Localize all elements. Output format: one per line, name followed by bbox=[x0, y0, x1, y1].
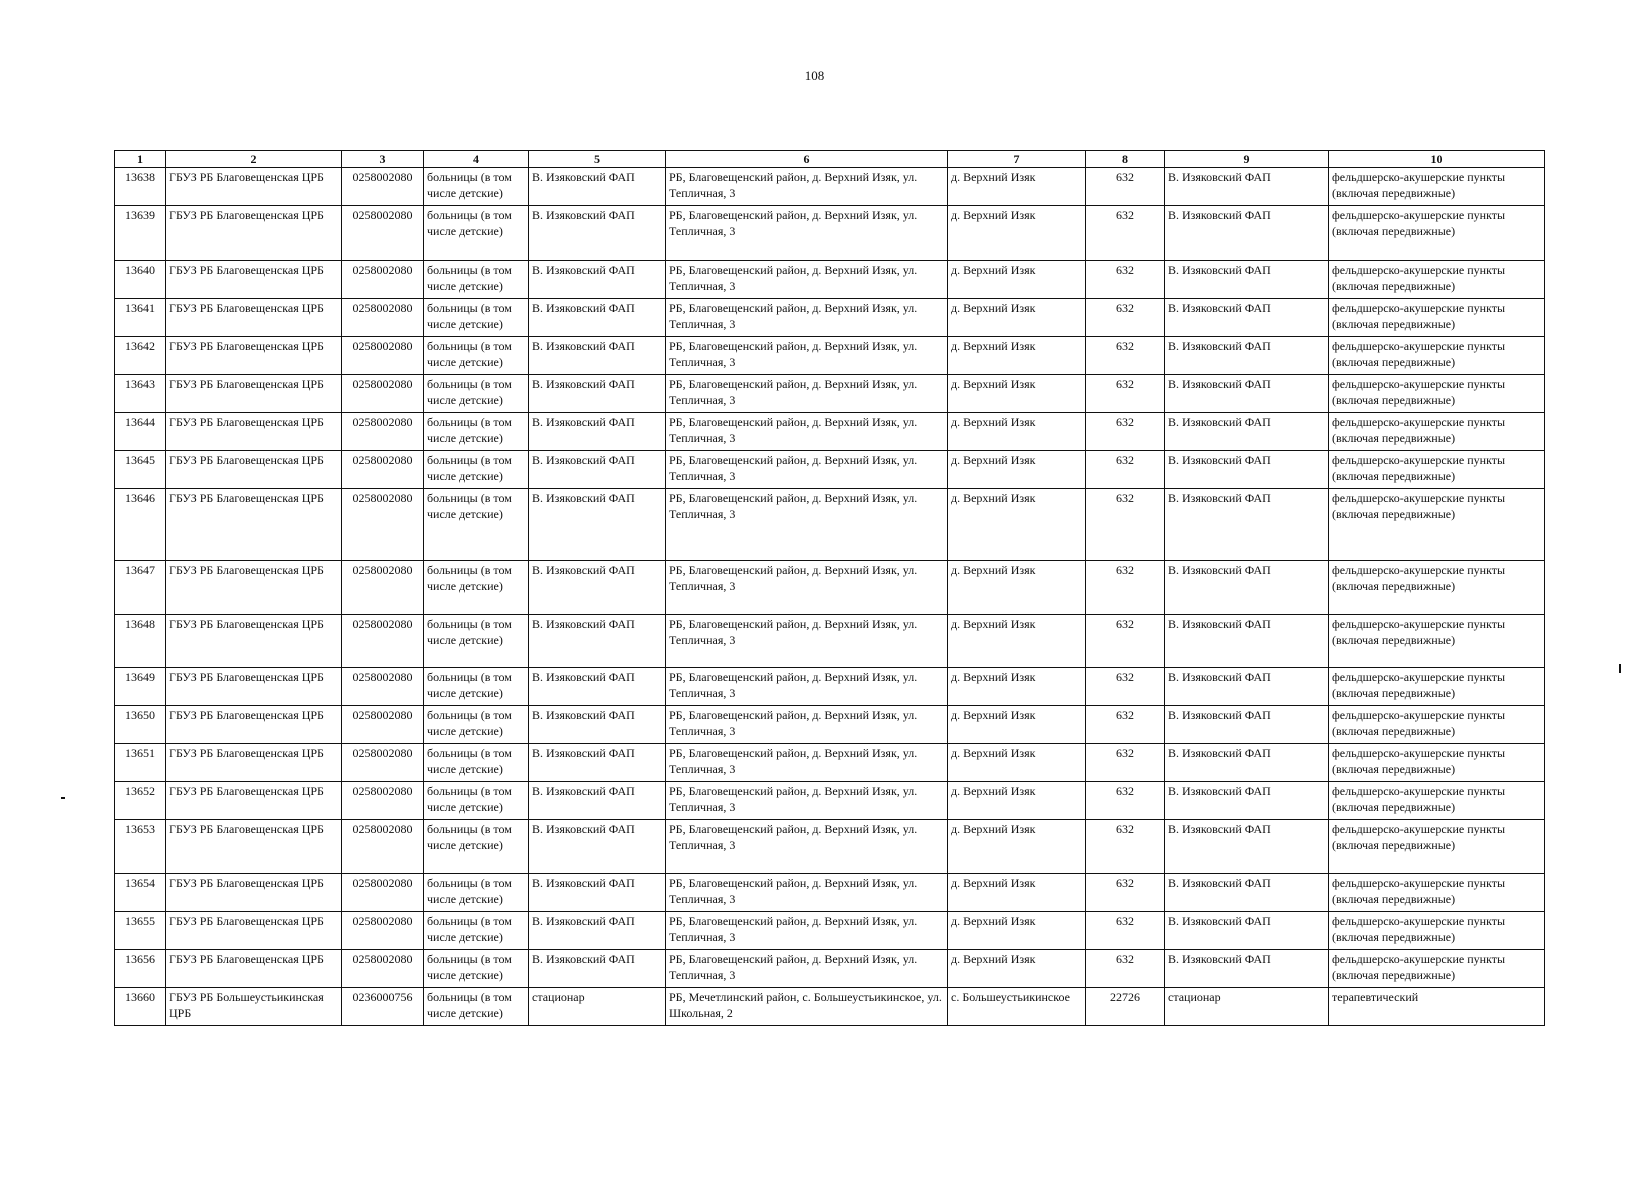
organization-name-cell: ГБУЗ РБ Благовещенская ЦРБ bbox=[166, 375, 342, 413]
institution-type-cell: больницы (в том числе детские) bbox=[424, 375, 529, 413]
table-row bbox=[115, 668, 1545, 706]
unit-name-cell: В. Изяковский ФАП bbox=[529, 561, 666, 615]
locality-cell: д. Верхний Изяк bbox=[948, 489, 1086, 561]
row-number-cell: 13649 bbox=[115, 668, 166, 706]
table-row bbox=[115, 337, 1545, 375]
row-number-cell: 13646 bbox=[115, 489, 166, 561]
table-row bbox=[115, 168, 1545, 206]
unit-name-cell: В. Изяковский ФАП bbox=[529, 206, 666, 261]
address-cell: РБ, Благовещенский район, д. Верхний Изяк, ул. Тепличная, 3 bbox=[666, 168, 948, 206]
locality-cell: д. Верхний Изяк bbox=[948, 337, 1086, 375]
table-row bbox=[115, 950, 1545, 988]
locality-cell: д. Верхний Изяк bbox=[948, 168, 1086, 206]
unit-name-cell: В. Изяковский ФАП bbox=[529, 299, 666, 337]
inn-code-cell: 0258002080 bbox=[342, 206, 424, 261]
row-number-cell: 13639 bbox=[115, 206, 166, 261]
locality-cell: д. Верхний Изяк bbox=[948, 375, 1086, 413]
unit-name-cell: В. Изяковский ФАП bbox=[529, 337, 666, 375]
column-header: 5 bbox=[529, 151, 666, 168]
institution-type-cell: больницы (в том числе детские) bbox=[424, 561, 529, 615]
institution-type-cell: больницы (в том числе детские) bbox=[424, 706, 529, 744]
inn-code-cell: 0258002080 bbox=[342, 375, 424, 413]
address-cell: РБ, Благовещенский район, д. Верхний Изяк, ул. Тепличная, 3 bbox=[666, 874, 948, 912]
organization-name-cell: ГБУЗ РБ Благовещенская ЦРБ bbox=[166, 820, 342, 874]
table-row bbox=[115, 299, 1545, 337]
table-body bbox=[115, 168, 1545, 1026]
locality-code-cell: 632 bbox=[1086, 299, 1165, 337]
institution-type-cell: больницы (в том числе детские) bbox=[424, 413, 529, 451]
subdivision-type-cell: фельдшерско-акушерские пункты (включая передвижные) bbox=[1329, 413, 1545, 451]
subdivision-type-cell: фельдшерско-акушерские пункты (включая передвижные) bbox=[1329, 489, 1545, 561]
subdivision-name-cell: В. Изяковский ФАП bbox=[1165, 668, 1329, 706]
address-cell: РБ, Благовещенский район, д. Верхний Изяк, ул. Тепличная, 3 bbox=[666, 489, 948, 561]
unit-name-cell: В. Изяковский ФАП bbox=[529, 375, 666, 413]
locality-code-cell: 632 bbox=[1086, 874, 1165, 912]
address-cell: РБ, Благовещенский район, д. Верхний Изяк, ул. Тепличная, 3 bbox=[666, 337, 948, 375]
subdivision-name-cell: В. Изяковский ФАП bbox=[1165, 299, 1329, 337]
locality-cell: д. Верхний Изяк bbox=[948, 413, 1086, 451]
locality-code-cell: 632 bbox=[1086, 950, 1165, 988]
unit-name-cell: В. Изяковский ФАП bbox=[529, 668, 666, 706]
table-row bbox=[115, 782, 1545, 820]
subdivision-type-cell: фельдшерско-акушерские пункты (включая передвижные) bbox=[1329, 261, 1545, 299]
organization-name-cell: ГБУЗ РБ Благовещенская ЦРБ bbox=[166, 168, 342, 206]
subdivision-name-cell: В. Изяковский ФАП bbox=[1165, 337, 1329, 375]
locality-code-cell: 632 bbox=[1086, 375, 1165, 413]
table-row bbox=[115, 820, 1545, 874]
institution-type-cell: больницы (в том числе детские) bbox=[424, 299, 529, 337]
inn-code-cell: 0236000756 bbox=[342, 988, 424, 1026]
locality-code-cell: 632 bbox=[1086, 706, 1165, 744]
subdivision-name-cell: В. Изяковский ФАП bbox=[1165, 413, 1329, 451]
subdivision-type-cell: терапевтический bbox=[1329, 988, 1545, 1026]
locality-code-cell: 632 bbox=[1086, 561, 1165, 615]
subdivision-name-cell: стационар bbox=[1165, 988, 1329, 1026]
organization-name-cell: ГБУЗ РБ Благовещенская ЦРБ bbox=[166, 299, 342, 337]
table-row bbox=[115, 561, 1545, 615]
institution-type-cell: больницы (в том числе детские) bbox=[424, 950, 529, 988]
organization-name-cell: ГБУЗ РБ Благовещенская ЦРБ bbox=[166, 782, 342, 820]
unit-name-cell: В. Изяковский ФАП bbox=[529, 744, 666, 782]
unit-name-cell: В. Изяковский ФАП bbox=[529, 261, 666, 299]
inn-code-cell: 0258002080 bbox=[342, 874, 424, 912]
scan-mark bbox=[1619, 664, 1621, 673]
table-row bbox=[115, 451, 1545, 489]
organization-name-cell: ГБУЗ РБ Благовещенская ЦРБ bbox=[166, 261, 342, 299]
subdivision-type-cell: фельдшерско-акушерские пункты (включая передвижные) bbox=[1329, 615, 1545, 668]
subdivision-type-cell: фельдшерско-акушерские пункты (включая передвижные) bbox=[1329, 668, 1545, 706]
subdivision-name-cell: В. Изяковский ФАП bbox=[1165, 561, 1329, 615]
organization-name-cell: ГБУЗ РБ Благовещенская ЦРБ bbox=[166, 337, 342, 375]
institution-type-cell: больницы (в том числе детские) bbox=[424, 261, 529, 299]
table-row bbox=[115, 874, 1545, 912]
unit-name-cell: В. Изяковский ФАП bbox=[529, 950, 666, 988]
institution-type-cell: больницы (в том числе детские) bbox=[424, 874, 529, 912]
subdivision-name-cell: В. Изяковский ФАП bbox=[1165, 261, 1329, 299]
inn-code-cell: 0258002080 bbox=[342, 489, 424, 561]
locality-code-cell: 632 bbox=[1086, 744, 1165, 782]
row-number-cell: 13641 bbox=[115, 299, 166, 337]
address-cell: РБ, Благовещенский район, д. Верхний Изяк, ул. Тепличная, 3 bbox=[666, 744, 948, 782]
address-cell: РБ, Благовещенский район, д. Верхний Изяк, ул. Тепличная, 3 bbox=[666, 782, 948, 820]
address-cell: РБ, Благовещенский район, д. Верхний Изяк, ул. Тепличная, 3 bbox=[666, 413, 948, 451]
table-row bbox=[115, 261, 1545, 299]
inn-code-cell: 0258002080 bbox=[342, 706, 424, 744]
address-cell: РБ, Мечетлинский район, с. Большеустьикинское, ул. Школьная, 2 bbox=[666, 988, 948, 1026]
institution-type-cell: больницы (в том числе детские) bbox=[424, 337, 529, 375]
table-row bbox=[115, 706, 1545, 744]
subdivision-name-cell: В. Изяковский ФАП bbox=[1165, 912, 1329, 950]
subdivision-name-cell: В. Изяковский ФАП bbox=[1165, 615, 1329, 668]
locality-code-cell: 632 bbox=[1086, 337, 1165, 375]
locality-cell: д. Верхний Изяк bbox=[948, 912, 1086, 950]
locality-code-cell: 632 bbox=[1086, 912, 1165, 950]
row-number-cell: 13652 bbox=[115, 782, 166, 820]
institution-type-cell: больницы (в том числе детские) bbox=[424, 451, 529, 489]
subdivision-name-cell: В. Изяковский ФАП bbox=[1165, 782, 1329, 820]
inn-code-cell: 0258002080 bbox=[342, 820, 424, 874]
subdivision-type-cell: фельдшерско-акушерские пункты (включая передвижные) bbox=[1329, 912, 1545, 950]
inn-code-cell: 0258002080 bbox=[342, 337, 424, 375]
locality-code-cell: 632 bbox=[1086, 489, 1165, 561]
column-number-row bbox=[115, 151, 1545, 168]
inn-code-cell: 0258002080 bbox=[342, 299, 424, 337]
registry-table bbox=[114, 150, 1545, 1026]
subdivision-name-cell: В. Изяковский ФАП bbox=[1165, 206, 1329, 261]
subdivision-type-cell: фельдшерско-акушерские пункты (включая передвижные) bbox=[1329, 874, 1545, 912]
subdivision-type-cell: фельдшерско-акушерские пункты (включая передвижные) bbox=[1329, 337, 1545, 375]
table-row bbox=[115, 912, 1545, 950]
unit-name-cell: стационар bbox=[529, 988, 666, 1026]
column-header: 2 bbox=[166, 151, 342, 168]
inn-code-cell: 0258002080 bbox=[342, 413, 424, 451]
organization-name-cell: ГБУЗ РБ Благовещенская ЦРБ bbox=[166, 206, 342, 261]
unit-name-cell: В. Изяковский ФАП bbox=[529, 413, 666, 451]
subdivision-type-cell: фельдшерско-акушерские пункты (включая передвижные) bbox=[1329, 820, 1545, 874]
locality-cell: д. Верхний Изяк bbox=[948, 782, 1086, 820]
table-row bbox=[115, 615, 1545, 668]
address-cell: РБ, Благовещенский район, д. Верхний Изяк, ул. Тепличная, 3 bbox=[666, 820, 948, 874]
address-cell: РБ, Благовещенский район, д. Верхний Изяк, ул. Тепличная, 3 bbox=[666, 451, 948, 489]
table-row bbox=[115, 375, 1545, 413]
subdivision-type-cell: фельдшерско-акушерские пункты (включая передвижные) bbox=[1329, 168, 1545, 206]
address-cell: РБ, Благовещенский район, д. Верхний Изяк, ул. Тепличная, 3 bbox=[666, 668, 948, 706]
institution-type-cell: больницы (в том числе детские) bbox=[424, 912, 529, 950]
table-row bbox=[115, 988, 1545, 1026]
locality-cell: д. Верхний Изяк bbox=[948, 451, 1086, 489]
address-cell: РБ, Благовещенский район, д. Верхний Изяк, ул. Тепличная, 3 bbox=[666, 561, 948, 615]
locality-code-cell: 632 bbox=[1086, 820, 1165, 874]
organization-name-cell: ГБУЗ РБ Благовещенская ЦРБ bbox=[166, 451, 342, 489]
institution-type-cell: больницы (в том числе детские) bbox=[424, 668, 529, 706]
locality-cell: д. Верхний Изяк bbox=[948, 206, 1086, 261]
unit-name-cell: В. Изяковский ФАП bbox=[529, 874, 666, 912]
subdivision-name-cell: В. Изяковский ФАП bbox=[1165, 168, 1329, 206]
row-number-cell: 13644 bbox=[115, 413, 166, 451]
unit-name-cell: В. Изяковский ФАП bbox=[529, 615, 666, 668]
institution-type-cell: больницы (в том числе детские) bbox=[424, 988, 529, 1026]
address-cell: РБ, Благовещенский район, д. Верхний Изяк, ул. Тепличная, 3 bbox=[666, 912, 948, 950]
row-number-cell: 13640 bbox=[115, 261, 166, 299]
organization-name-cell: ГБУЗ РБ Благовещенская ЦРБ bbox=[166, 615, 342, 668]
organization-name-cell: ГБУЗ РБ Благовещенская ЦРБ bbox=[166, 489, 342, 561]
organization-name-cell: ГБУЗ РБ Благовещенская ЦРБ bbox=[166, 874, 342, 912]
page-number: 108 bbox=[804, 68, 825, 83]
institution-type-cell: больницы (в том числе детские) bbox=[424, 782, 529, 820]
unit-name-cell: В. Изяковский ФАП bbox=[529, 451, 666, 489]
inn-code-cell: 0258002080 bbox=[342, 912, 424, 950]
institution-type-cell: больницы (в том числе детские) bbox=[424, 744, 529, 782]
institution-type-cell: больницы (в том числе детские) bbox=[424, 820, 529, 874]
row-number-cell: 13647 bbox=[115, 561, 166, 615]
subdivision-type-cell: фельдшерско-акушерские пункты (включая передвижные) bbox=[1329, 782, 1545, 820]
unit-name-cell: В. Изяковский ФАП bbox=[529, 820, 666, 874]
organization-name-cell: ГБУЗ РБ Благовещенская ЦРБ bbox=[166, 413, 342, 451]
column-header: 1 bbox=[115, 151, 166, 168]
institution-type-cell: больницы (в том числе детские) bbox=[424, 489, 529, 561]
institution-type-cell: больницы (в том числе детские) bbox=[424, 206, 529, 261]
address-cell: РБ, Благовещенский район, д. Верхний Изяк, ул. Тепличная, 3 bbox=[666, 206, 948, 261]
subdivision-name-cell: В. Изяковский ФАП bbox=[1165, 950, 1329, 988]
subdivision-name-cell: В. Изяковский ФАП bbox=[1165, 489, 1329, 561]
organization-name-cell: ГБУЗ РБ Благовещенская ЦРБ bbox=[166, 912, 342, 950]
column-header: 7 bbox=[948, 151, 1086, 168]
column-header: 10 bbox=[1329, 151, 1545, 168]
subdivision-type-cell: фельдшерско-акушерские пункты (включая передвижные) bbox=[1329, 375, 1545, 413]
locality-cell: д. Верхний Изяк bbox=[948, 299, 1086, 337]
address-cell: РБ, Благовещенский район, д. Верхний Изяк, ул. Тепличная, 3 bbox=[666, 706, 948, 744]
unit-name-cell: В. Изяковский ФАП bbox=[529, 168, 666, 206]
subdivision-type-cell: фельдшерско-акушерские пункты (включая передвижные) bbox=[1329, 950, 1545, 988]
scan-mark bbox=[61, 797, 65, 799]
locality-code-cell: 632 bbox=[1086, 168, 1165, 206]
unit-name-cell: В. Изяковский ФАП bbox=[529, 782, 666, 820]
subdivision-name-cell: В. Изяковский ФАП bbox=[1165, 375, 1329, 413]
row-number-cell: 13650 bbox=[115, 706, 166, 744]
subdivision-name-cell: В. Изяковский ФАП bbox=[1165, 451, 1329, 489]
row-number-cell: 13655 bbox=[115, 912, 166, 950]
table-row bbox=[115, 413, 1545, 451]
subdivision-name-cell: В. Изяковский ФАП bbox=[1165, 820, 1329, 874]
inn-code-cell: 0258002080 bbox=[342, 561, 424, 615]
organization-name-cell: ГБУЗ РБ Большеустьикинская ЦРБ bbox=[166, 988, 342, 1026]
subdivision-type-cell: фельдшерско-акушерские пункты (включая передвижные) bbox=[1329, 206, 1545, 261]
row-number-cell: 13638 bbox=[115, 168, 166, 206]
row-number-cell: 13642 bbox=[115, 337, 166, 375]
locality-cell: д. Верхний Изяк bbox=[948, 668, 1086, 706]
address-cell: РБ, Благовещенский район, д. Верхний Изяк, ул. Тепличная, 3 bbox=[666, 261, 948, 299]
address-cell: РБ, Благовещенский район, д. Верхний Изяк, ул. Тепличная, 3 bbox=[666, 950, 948, 988]
locality-code-cell: 632 bbox=[1086, 451, 1165, 489]
unit-name-cell: В. Изяковский ФАП bbox=[529, 489, 666, 561]
subdivision-type-cell: фельдшерско-акушерские пункты (включая передвижные) bbox=[1329, 561, 1545, 615]
row-number-cell: 13656 bbox=[115, 950, 166, 988]
inn-code-cell: 0258002080 bbox=[342, 168, 424, 206]
organization-name-cell: ГБУЗ РБ Благовещенская ЦРБ bbox=[166, 950, 342, 988]
subdivision-type-cell: фельдшерско-акушерские пункты (включая передвижные) bbox=[1329, 744, 1545, 782]
subdivision-type-cell: фельдшерско-акушерские пункты (включая передвижные) bbox=[1329, 706, 1545, 744]
row-number-cell: 13654 bbox=[115, 874, 166, 912]
locality-cell: д. Верхний Изяк bbox=[948, 615, 1086, 668]
locality-code-cell: 632 bbox=[1086, 206, 1165, 261]
inn-code-cell: 0258002080 bbox=[342, 615, 424, 668]
locality-cell: д. Верхний Изяк bbox=[948, 561, 1086, 615]
table-row bbox=[115, 744, 1545, 782]
organization-name-cell: ГБУЗ РБ Благовещенская ЦРБ bbox=[166, 668, 342, 706]
locality-code-cell: 632 bbox=[1086, 782, 1165, 820]
address-cell: РБ, Благовещенский район, д. Верхний Изяк, ул. Тепличная, 3 bbox=[666, 615, 948, 668]
locality-cell: д. Верхний Изяк bbox=[948, 261, 1086, 299]
column-header: 4 bbox=[424, 151, 529, 168]
subdivision-name-cell: В. Изяковский ФАП bbox=[1165, 744, 1329, 782]
row-number-cell: 13653 bbox=[115, 820, 166, 874]
inn-code-cell: 0258002080 bbox=[342, 261, 424, 299]
unit-name-cell: В. Изяковский ФАП bbox=[529, 912, 666, 950]
organization-name-cell: ГБУЗ РБ Благовещенская ЦРБ bbox=[166, 706, 342, 744]
locality-cell: д. Верхний Изяк bbox=[948, 744, 1086, 782]
subdivision-type-cell: фельдшерско-акушерские пункты (включая передвижные) bbox=[1329, 299, 1545, 337]
inn-code-cell: 0258002080 bbox=[342, 950, 424, 988]
inn-code-cell: 0258002080 bbox=[342, 782, 424, 820]
locality-cell: д. Верхний Изяк bbox=[948, 950, 1086, 988]
unit-name-cell: В. Изяковский ФАП bbox=[529, 706, 666, 744]
locality-code-cell: 632 bbox=[1086, 668, 1165, 706]
row-number-cell: 13651 bbox=[115, 744, 166, 782]
row-number-cell: 13660 bbox=[115, 988, 166, 1026]
inn-code-cell: 0258002080 bbox=[342, 744, 424, 782]
locality-code-cell: 22726 bbox=[1086, 988, 1165, 1026]
subdivision-type-cell: фельдшерско-акушерские пункты (включая передвижные) bbox=[1329, 451, 1545, 489]
inn-code-cell: 0258002080 bbox=[342, 668, 424, 706]
column-header: 8 bbox=[1086, 151, 1165, 168]
table-row bbox=[115, 206, 1545, 261]
locality-code-cell: 632 bbox=[1086, 413, 1165, 451]
locality-cell: д. Верхний Изяк bbox=[948, 820, 1086, 874]
organization-name-cell: ГБУЗ РБ Благовещенская ЦРБ bbox=[166, 744, 342, 782]
address-cell: РБ, Благовещенский район, д. Верхний Изяк, ул. Тепличная, 3 bbox=[666, 299, 948, 337]
inn-code-cell: 0258002080 bbox=[342, 451, 424, 489]
institution-type-cell: больницы (в том числе детские) bbox=[424, 168, 529, 206]
locality-cell: д. Верхний Изяк bbox=[948, 874, 1086, 912]
row-number-cell: 13645 bbox=[115, 451, 166, 489]
row-number-cell: 13643 bbox=[115, 375, 166, 413]
institution-type-cell: больницы (в том числе детские) bbox=[424, 615, 529, 668]
table-row bbox=[115, 489, 1545, 561]
address-cell: РБ, Благовещенский район, д. Верхний Изяк, ул. Тепличная, 3 bbox=[666, 375, 948, 413]
column-header: 3 bbox=[342, 151, 424, 168]
column-header: 6 bbox=[666, 151, 948, 168]
subdivision-name-cell: В. Изяковский ФАП bbox=[1165, 706, 1329, 744]
locality-cell: с. Большеустьикинское bbox=[948, 988, 1086, 1026]
locality-cell: д. Верхний Изяк bbox=[948, 706, 1086, 744]
row-number-cell: 13648 bbox=[115, 615, 166, 668]
subdivision-name-cell: В. Изяковский ФАП bbox=[1165, 874, 1329, 912]
column-header: 9 bbox=[1165, 151, 1329, 168]
organization-name-cell: ГБУЗ РБ Благовещенская ЦРБ bbox=[166, 561, 342, 615]
locality-code-cell: 632 bbox=[1086, 615, 1165, 668]
locality-code-cell: 632 bbox=[1086, 261, 1165, 299]
